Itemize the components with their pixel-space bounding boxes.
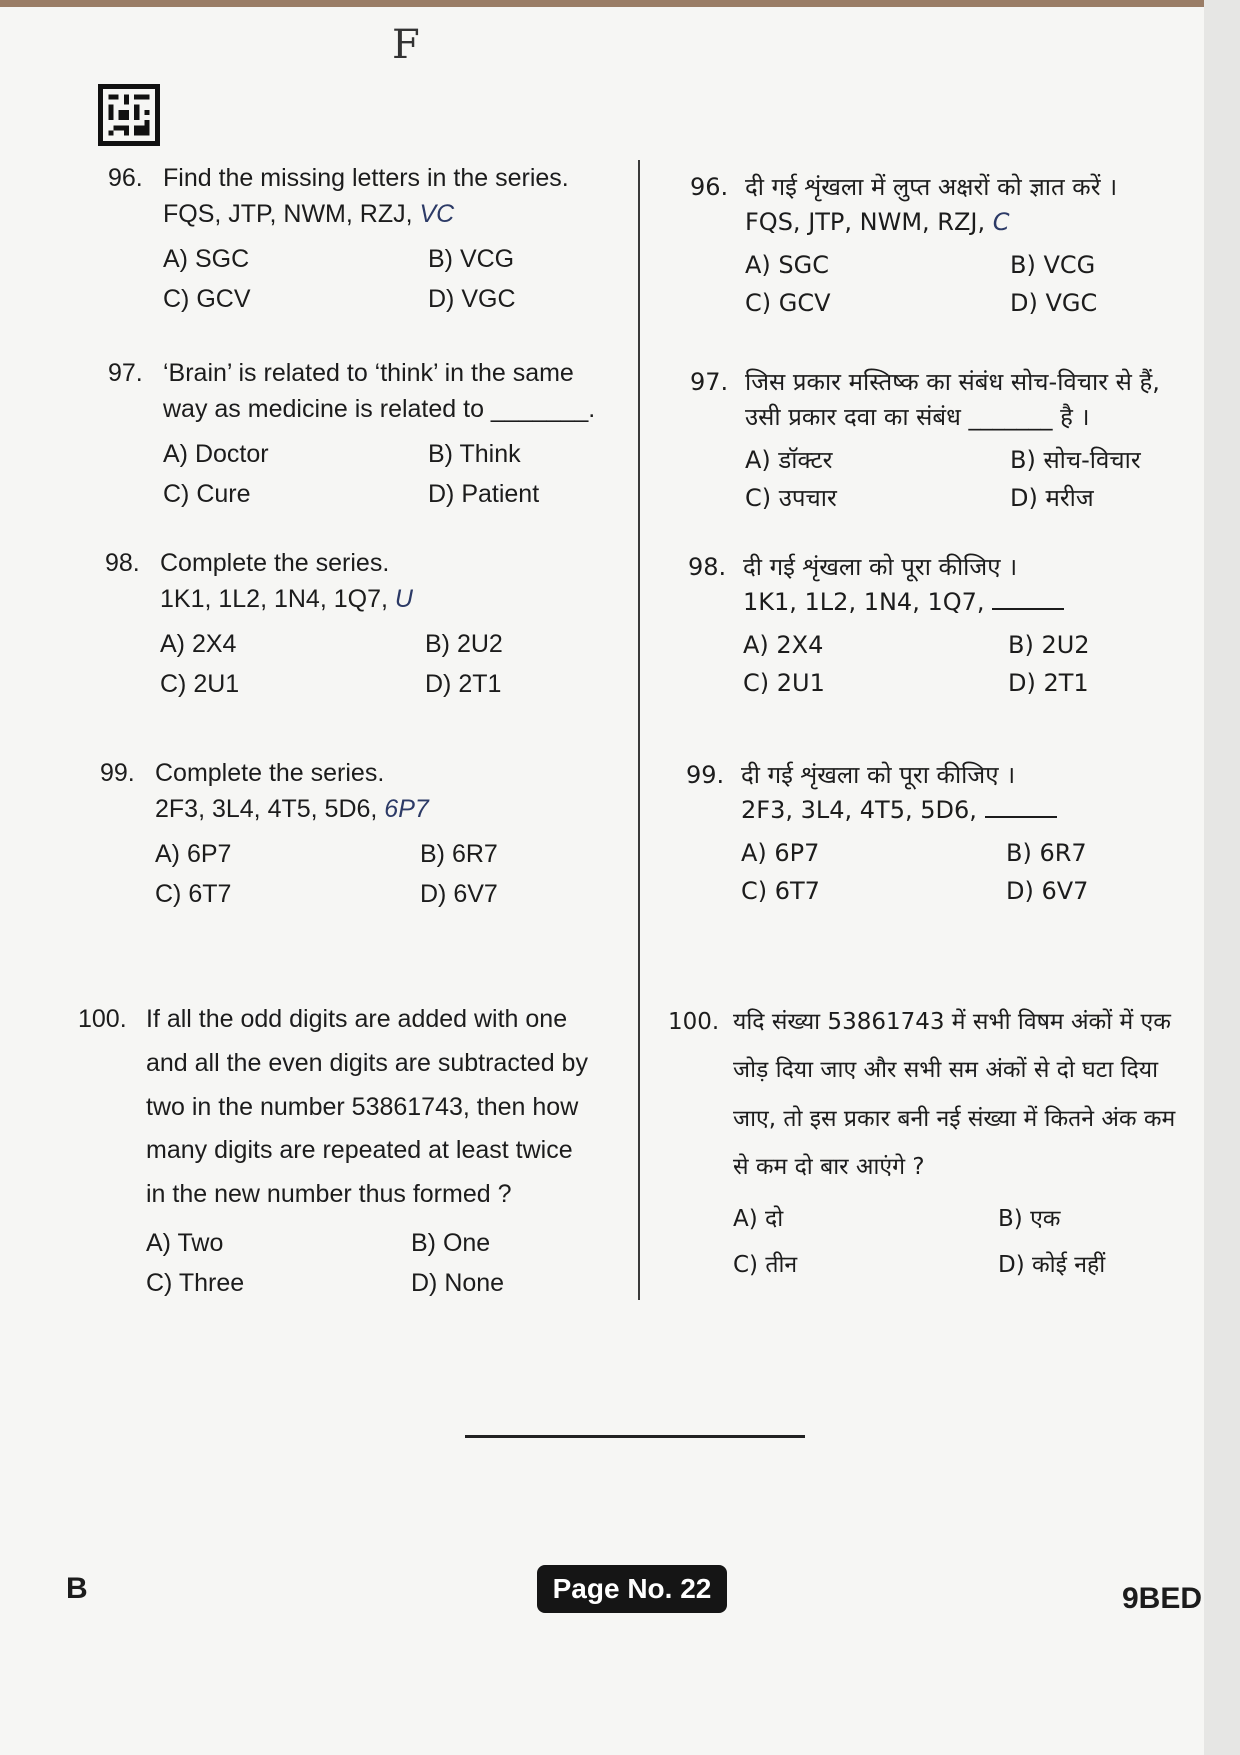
option-d[interactable]: D) None — [411, 1269, 505, 1297]
option-a[interactable]: A) दो — [733, 1206, 784, 1233]
option-c[interactable]: C) Three — [146, 1269, 245, 1297]
question-97 — [108, 355, 628, 512]
option-b[interactable]: B) One — [411, 1228, 491, 1257]
question-text: Find the missing letters in the series. FQS, JTP, NWM, RZJ, VC — [163, 164, 569, 229]
question-96 — [108, 160, 628, 317]
options — [163, 241, 628, 318]
option-d[interactable]: D) 2T1 — [1008, 669, 1089, 698]
options — [733, 1199, 1208, 1286]
question-number: 100. — [78, 1005, 127, 1033]
options — [160, 626, 625, 703]
question-text: If all the odd digits are added with one and all the even digits are subtracted by two in the number 53861743, then how many digits are repeated at least twice in the new number thus formed ? — [146, 1005, 588, 1208]
question-number: 99. — [686, 761, 725, 789]
option-d[interactable]: D) मरीज — [1010, 484, 1094, 513]
handwritten-answer: VC — [419, 200, 455, 229]
end-of-section-line — [465, 1435, 805, 1438]
option-a[interactable]: A) Doctor — [163, 439, 269, 468]
question-number: 98. — [688, 553, 727, 581]
option-c[interactable]: C) 6T7 — [155, 879, 232, 908]
option-b[interactable]: B) 6R7 — [420, 839, 498, 868]
question-100-hi — [668, 998, 1208, 1286]
option-c[interactable]: C) GCV — [163, 284, 251, 313]
option-b[interactable]: B) 2U2 — [1008, 630, 1090, 659]
question-98 — [105, 545, 625, 702]
options — [155, 836, 620, 913]
handwritten-answer: C — [992, 207, 1010, 236]
option-d[interactable]: D) Patient — [428, 479, 540, 508]
handwritten-mark: F — [392, 22, 420, 68]
option-a[interactable]: A) Two — [146, 1228, 224, 1257]
question-text: जिस प्रकार मस्तिष्क का संबंध सोच-विचार से हैं, उसी प्रकार दवा का संबंध _______ है । — [745, 368, 1160, 431]
question-number: 98. — [105, 549, 140, 577]
option-b[interactable]: B) 2U2 — [425, 629, 503, 658]
question-98-hi — [688, 550, 1208, 701]
question-99-hi — [686, 758, 1206, 909]
option-d[interactable]: D) VGC — [428, 284, 516, 313]
option-b[interactable]: B) VCG — [1010, 250, 1096, 279]
question-number: 97. — [108, 359, 143, 387]
question-text: Complete the series. 2F3, 3L4, 4T5, 5D6, 6P7 — [155, 759, 429, 824]
top-paper-edge — [0, 0, 1240, 7]
question-97-hi — [690, 365, 1210, 516]
series-letter: B — [66, 1572, 88, 1605]
option-d[interactable]: D) कोई नहीं — [998, 1251, 1106, 1278]
question-99 — [100, 755, 620, 912]
option-b[interactable]: B) सोच-विचार — [1010, 445, 1141, 474]
page-number-badge: Page No. 22 — [537, 1565, 727, 1613]
question-number: 96. — [690, 173, 729, 201]
answer-blank — [985, 815, 1057, 818]
question-text: दी गई शृंखला को पूरा कीजिए । 1K1, 1L2, 1N4, 1Q7, — [743, 550, 1208, 620]
booklet-code: 9BED — [1121, 1582, 1202, 1615]
option-b[interactable]: B) Think — [428, 439, 521, 468]
question-number: 99. — [100, 759, 135, 787]
answer-blank — [992, 607, 1064, 610]
options — [745, 248, 1210, 322]
question-number: 96. — [108, 164, 143, 192]
question-text: Complete the series. 1K1, 1L2, 1N4, 1Q7, U — [160, 549, 413, 614]
question-text: ‘Brain’ is related to ‘think’ in the same way as medicine is related to _______. — [163, 359, 596, 424]
option-a[interactable]: A) SGC — [745, 250, 829, 279]
question-number: 97. — [690, 368, 729, 396]
option-c[interactable]: C) 6T7 — [741, 877, 820, 906]
question-number: 100. — [668, 1009, 720, 1035]
option-a[interactable]: A) SGC — [163, 244, 250, 273]
option-a[interactable]: A) 2X4 — [160, 629, 237, 658]
option-d[interactable]: D) 6V7 — [1006, 877, 1089, 906]
option-d[interactable]: D) 6V7 — [420, 879, 498, 908]
option-c[interactable]: C) उपचार — [745, 484, 837, 513]
qr-code-icon — [98, 84, 160, 146]
options — [745, 443, 1210, 517]
options — [741, 836, 1206, 910]
option-a[interactable]: A) 2X4 — [743, 630, 824, 659]
option-a[interactable]: A) 6P7 — [155, 839, 232, 868]
question-100 — [78, 998, 633, 1301]
options — [146, 1225, 633, 1302]
option-c[interactable]: C) Cure — [163, 479, 251, 508]
column-divider — [638, 160, 640, 1300]
question-text: दी गई शृंखला को पूरा कीजिए । 2F3, 3L4, 4T5, 5D6, — [741, 758, 1206, 828]
option-d[interactable]: D) 2T1 — [425, 669, 502, 698]
option-b[interactable]: B) 6R7 — [1006, 838, 1087, 867]
option-b[interactable]: B) VCG — [428, 244, 515, 273]
option-a[interactable]: A) डॉक्टर — [745, 445, 833, 474]
option-d[interactable]: D) VGC — [1010, 289, 1098, 318]
option-c[interactable]: C) GCV — [745, 289, 831, 318]
option-a[interactable]: A) 6P7 — [741, 838, 820, 867]
question-text: यदि संख्या 53861743 में सभी विषम अंकों में एक जोड़ दिया जाए और सभी सम अंकों से दो घटा दिया जाए, तो इस प्रकार बनी नई संख्या में कितने अंक कम से कम दो बार आएंगे ? — [733, 1009, 1176, 1180]
question-text: दी गई शृंखला में लुप्त अक्षरों को ज्ञात करें । FQS, JTP, NWM, RZJ, C — [745, 173, 1118, 236]
handwritten-answer: 6P7 — [384, 795, 429, 824]
options — [743, 628, 1208, 702]
option-c[interactable]: C) तीन — [733, 1251, 798, 1278]
question-96-hi — [690, 170, 1210, 321]
options — [163, 436, 628, 513]
option-c[interactable]: C) 2U1 — [743, 669, 825, 698]
option-c[interactable]: C) 2U1 — [160, 669, 240, 698]
handwritten-answer: U — [394, 585, 413, 614]
option-b[interactable]: B) एक — [998, 1206, 1061, 1233]
